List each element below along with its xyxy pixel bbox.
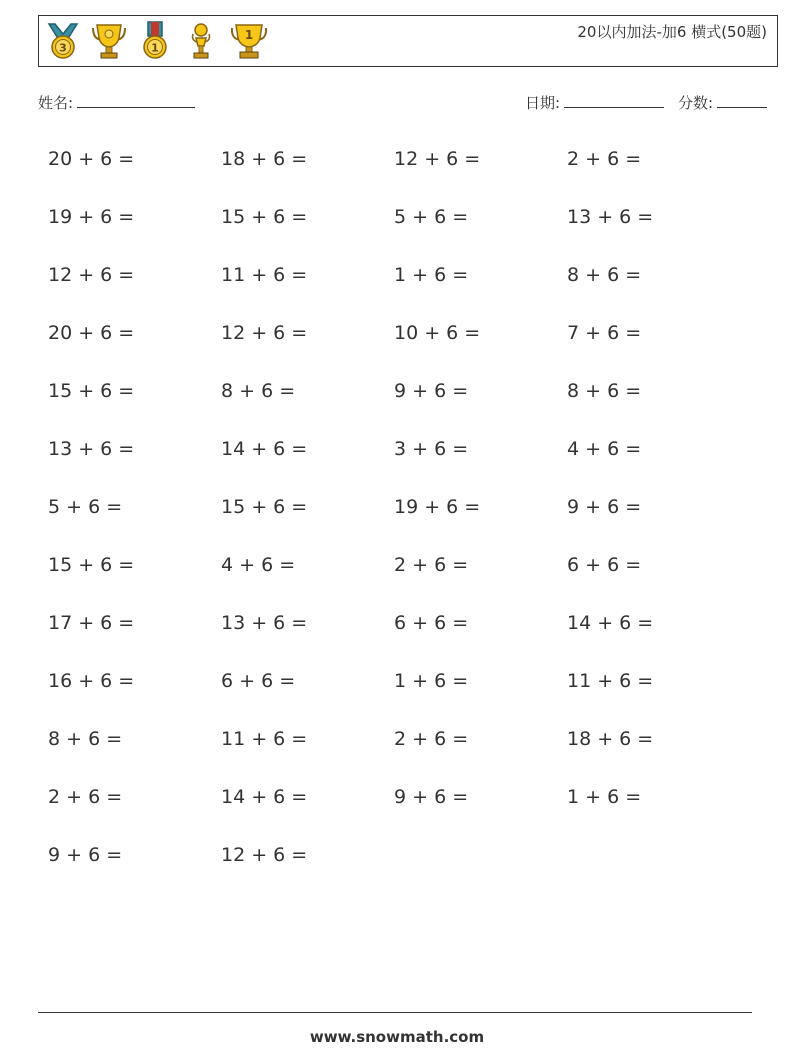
problem-item: 12 + 6 =: [394, 148, 481, 170]
name-label: 姓名:: [38, 94, 74, 112]
name-blank[interactable]: [77, 95, 195, 108]
problem-item: 17 + 6 =: [48, 612, 135, 634]
problem-item: 14 + 6 =: [567, 612, 654, 634]
problem-item: 1 + 6 =: [394, 264, 469, 286]
problem-item: 6 + 6 =: [394, 612, 469, 634]
problem-item: 8 + 6 =: [567, 380, 642, 402]
date-field: [525, 92, 664, 113]
problem-item: 8 + 6 =: [48, 728, 123, 750]
worksheet-title: 20以内加法-加6 横式(50题): [577, 23, 767, 41]
problem-item: 4 + 6 =: [567, 438, 642, 460]
trophy-1-icon: [227, 20, 271, 62]
date-blank[interactable]: [564, 95, 664, 108]
problem-item: 14 + 6 =: [221, 786, 308, 808]
problem-item: 19 + 6 =: [394, 496, 481, 518]
problem-item: 2 + 6 =: [394, 554, 469, 576]
footer-site: www.snowmath.com: [309, 1028, 485, 1046]
score-blank[interactable]: [717, 95, 767, 108]
svg-text:3: 3: [59, 41, 67, 55]
problem-item: 9 + 6 =: [394, 786, 469, 808]
date-label: 日期:: [525, 94, 561, 112]
problem-item: 20 + 6 =: [48, 322, 135, 344]
problem-item: 2 + 6 =: [48, 786, 123, 808]
problem-item: 15 + 6 =: [48, 380, 135, 402]
score-field: [678, 92, 767, 113]
problem-item: 15 + 6 =: [221, 206, 308, 228]
name-field: [38, 92, 195, 113]
problem-item: 18 + 6 =: [567, 728, 654, 750]
problem-item: 2 + 6 =: [394, 728, 469, 750]
problem-item: 19 + 6 =: [48, 206, 135, 228]
problem-item: 12 + 6 =: [221, 322, 308, 344]
problem-item: 14 + 6 =: [221, 438, 308, 460]
problem-item: 20 + 6 =: [48, 148, 135, 170]
small-trophy-icon: [181, 20, 221, 62]
problem-item: 8 + 6 =: [221, 380, 296, 402]
problem-item: 11 + 6 =: [567, 670, 654, 692]
problem-item: 3 + 6 =: [394, 438, 469, 460]
problem-item: 4 + 6 =: [221, 554, 296, 576]
problem-item: 11 + 6 =: [221, 728, 308, 750]
problem-item: 13 + 6 =: [48, 438, 135, 460]
medal-1-icon: [135, 20, 175, 62]
problem-item: 7 + 6 =: [567, 322, 642, 344]
problem-item: 1 + 6 =: [394, 670, 469, 692]
problem-item: 2 + 6 =: [567, 148, 642, 170]
header-box: [38, 15, 778, 67]
problem-item: 8 + 6 =: [567, 264, 642, 286]
trophy-icon: [89, 20, 129, 62]
problem-item: 9 + 6 =: [48, 844, 123, 866]
problem-item: 9 + 6 =: [394, 380, 469, 402]
problem-item: 12 + 6 =: [48, 264, 135, 286]
score-label: 分数:: [678, 94, 714, 112]
problem-item: 6 + 6 =: [567, 554, 642, 576]
problem-item: 6 + 6 =: [221, 670, 296, 692]
problem-item: 13 + 6 =: [567, 206, 654, 228]
problem-item: 11 + 6 =: [221, 264, 308, 286]
footer-divider: [38, 1012, 752, 1013]
problem-item: 5 + 6 =: [48, 496, 123, 518]
problem-item: 15 + 6 =: [48, 554, 135, 576]
header-icons: [43, 20, 271, 62]
problem-item: 13 + 6 =: [221, 612, 308, 634]
problem-item: 10 + 6 =: [394, 322, 481, 344]
medal-3-icon: [43, 20, 83, 62]
problem-item: 5 + 6 =: [394, 206, 469, 228]
problem-item: 18 + 6 =: [221, 148, 308, 170]
problem-item: 12 + 6 =: [221, 844, 308, 866]
svg-text:1: 1: [244, 28, 254, 42]
problem-item: 15 + 6 =: [221, 496, 308, 518]
svg-text:1: 1: [151, 41, 159, 55]
problem-item: 1 + 6 =: [567, 786, 642, 808]
problem-item: 16 + 6 =: [48, 670, 135, 692]
problem-item: 9 + 6 =: [567, 496, 642, 518]
